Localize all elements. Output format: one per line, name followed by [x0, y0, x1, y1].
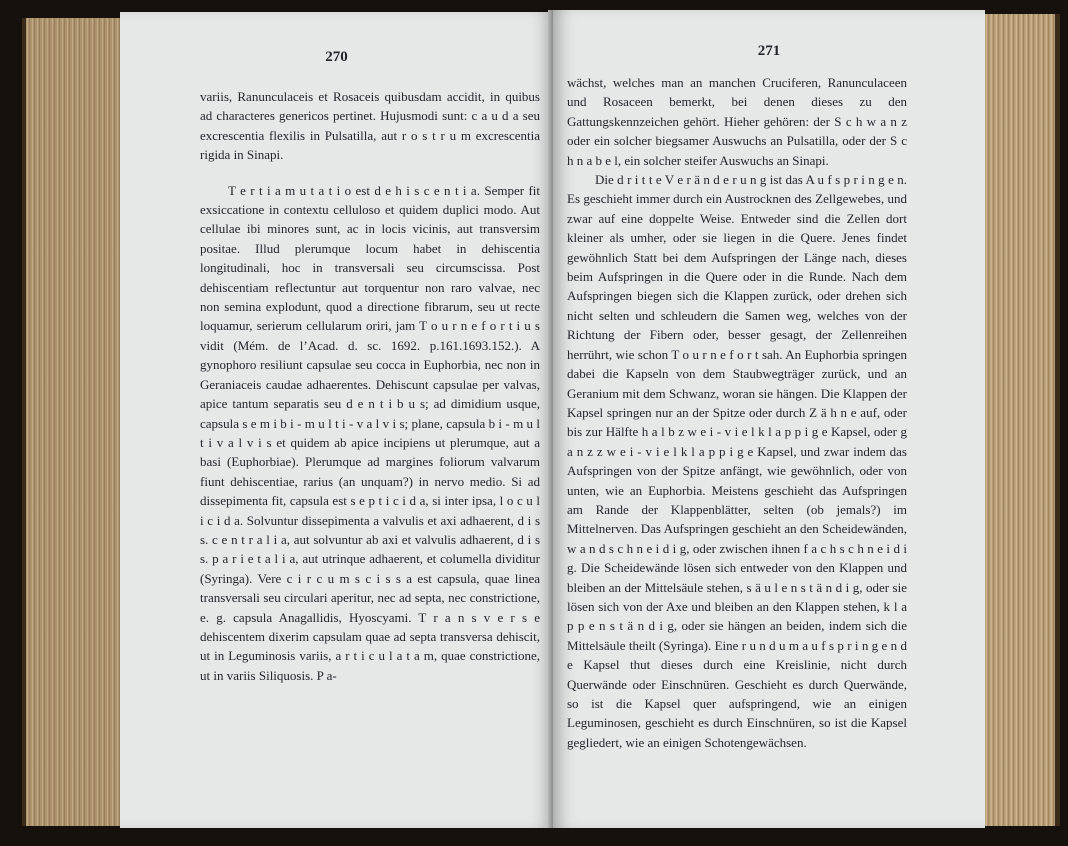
right-paragraph-2: Die d r i t t e V e r ä n d e r u n g ist das A u f s p r i n g e n. Es geschieht immer durch ein Austrocknen des Zellgewebes, und zwar auf eine doppelte Weise. Entweder sind die Zellen dort kleiner als umher, oder sie liegen in die Quere. Jenes findet gewöhnlich Statt bei dem Aufspringen der Länge nach, dieses beim Aufspringen in die Quere oder in die Runde. Nach dem Aufspringen biegen sich die Klappen zurück, oder drehen sich nicht selten und schleudern die Samen weg, welches von der Richtung der Fibern oder, besser gesagt, der Zellenreihen herrührt, wie schon T o u r n e f o r t sah. An Euphorbia springen dabei die Kapseln von dem Staubwegträger zurück, und an Geranium mit dem Schwanz, woran sie hängen. Die Klappen der Kapsel springen nur an der Spitze oder durch Z ä h n e auf, oder bis zur Hälfte h a l b z w e i - v i e l k l a p p i g e Kapsel, oder g a n z z w e i - v i e l k l a p p i g e Kapsel, und zwar indem das Aufspringen von der Spitze anfängt, wie gewöhnlich, oder von unten, wie an Euphorbia. Meistens geschieht das Aufspringen am Rande der Klappenblätter, selten (ob jemals?) im Mittelnerven. Das Aufspringen geschieht an den Scheidewänden, w a n d s c h n e i d i g, oder zwischen ihnen f a c h s c h n e i d i g. Die Scheidewände lösen sich entweder von den Klappen und bleiben an der Mittelsäule stehen, s ä u l e n s t ä n d i g, oder sie lösen sich von der Axe und bleiben an den Klappen stehen, k l a p p e n s t ä n d i g, oder sie hängen an beiden, indem sich die Mittelsäule theilt (Syringa). Eine r u n d u m a u f s p r i n g e n d e Kapsel thut dieses durch eine Kreislinie, nicht durch Querwände oder Einschnüren. Geschieht es durch Querwände, so ist die Kapsel quer aufspringend, wie an einigen Leguminosen, geschieht es durch Einschnüren, so ist die Kapsel gegliedert, wie an einigen Schotengewächsen.: [567, 172, 907, 750]
left-page-text: [200, 87, 540, 685]
left-paragraph-2: T e r t i a m u t a t i o est d e h i s c e n t i a. Semper fit exsiccatione in contextu celluloso et quidem duplici modo. Aut cellulae ibi minores sunt, ac in locis vicinis, aut transversim positae. Illud plerumque locum habet in dehiscentia longitudinali, hoc in transversali seu circumscissa. Post dehiscentiam reflectuntur aut torquentur non raro valvae, nec non semina explodunt, quod a directione fibrarum, seu ut recte loquamur, serierum cellularum oriri, jam T o u r n e f o r t i u s vidit (Mém. de l’Acad. d. sc. 1692. p.161.1693.152.). A gynophoro resiliunt capsulae seu cocca in Euphorbia, nec non in Geraniaceis caudae adhaerentes. Dehiscunt capsulae per valvas, apice tantum separatis seu d e n t i b u s; ad dimidium usque, capsula s e m i b i - m u l t i - v a l v i s; plane, capsula b i - m u l t i v a l v i s et quidem ab apice incipiens ut plerumque, aut a basi (Euphorbiae). Plerumque ad margines foliorum valvarum fiunt dehiscentiae, rarius (an unquam?) in nervo medio. Si ad dissepimenta fit, capsula est s e p t i c i d a, si inter ipsa, l o c u l i c i d a. Solvuntur dissepimenta a valvulis et axi adhaerent, d i s s. c e n t r a l i a, aut solvuntur ab axi et valvulis adhaerent, d i s s. p a r i e t a l i a, aut utrinque adhaerent, et columella dividitur (Syringa). Vere c i r c u m s c i s s a est capsula, quae linea transversali seu circulari aperitur, nec ad septa, nec constrictione, e. g. capsula Anagallidis, Hyoscyami. T r a n s v e r s e dehiscentem dixerim capsulam quae ad septa transversa dehiscit, ut in Leguminosis variis, a r t i c u l a t a m, quae constrictione, ut in variis Siliquosis. P a-: [200, 182, 540, 683]
left-page: [120, 12, 553, 828]
left-paragraph-1: variis, Ranunculaceis et Rosaceis quibusdam accidit, in quibus ad characteres genericos pertinet. Hujusmodi sunt: c a u d a seu excrescentia flexilis in Pulsatilla, aut r o s t r u m excrescentia rigida in Sinapi.: [200, 89, 540, 163]
paragraph-gap: [200, 165, 540, 181]
page-number-right: 271: [757, 43, 781, 59]
left-page-edges: [22, 18, 124, 826]
page-number-left: 270: [325, 49, 348, 65]
right-paragraph-1: wächst, welches man an manchen Cruciferen, Ranunculaceen und Rosaceen bemerkt, bei denen dieses zu den Gattungskennzeichen gehört. Hieher gehören: der S c h w a n z oder ein solcher biegsamer Auswuchs an Pulsatilla, oder der S c h n a b e l, ein solcher steifer Auswuchs an Sinapi.: [567, 75, 907, 168]
right-page-edges: [985, 14, 1060, 826]
right-page-text: [567, 73, 907, 752]
right-page: [553, 10, 985, 828]
